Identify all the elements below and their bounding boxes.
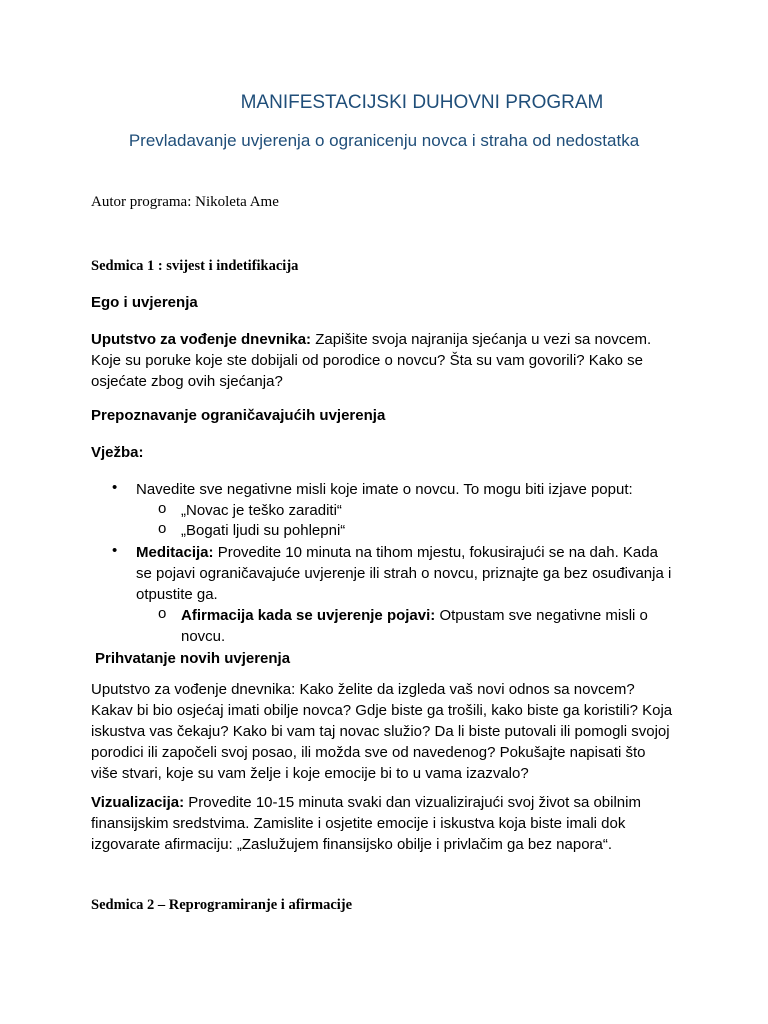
journal2-line-1: Uputstvo za vođenje dnevnika: Kako želite da izgleda vaš novi odnos sa novcem? [91, 681, 635, 698]
journal1-text-1: Zapišite svoja najranija sjećanja u vezi sa novcem. [311, 331, 652, 348]
week2-heading: Sedmica 2 – Reprogramiranje i afirmacije [91, 897, 353, 913]
bullet-marker: • [112, 479, 118, 496]
sub-bullet-marker: o [158, 500, 167, 517]
bullet2-paragraph [136, 542, 696, 605]
document-title: MANIFESTACIJSKI DUHOVNI PROGRAM [240, 92, 604, 113]
visualization-paragraph [91, 792, 691, 855]
bullet2-line-2: se pojavi ograničavajuće uvjerenje ili strah o novcu, priznajte ga bez osuđivanja i [136, 565, 672, 582]
journal1-line-2: Koje su poruke koje ste dobijali od porodice o novcu? Šta su vam govorili? Kako se [91, 352, 643, 369]
journal2-line-3: iskustva vas čekaju? Kako bi vam taj novac služio? Da li biste putovali ili pomogli svojoj [91, 723, 670, 740]
visualization-label: Vizualizacija: [91, 794, 185, 811]
visualization-line-2: finansijskim sredstvima. Zamislite i osjetite emocije i iskustva koja biste imali dok [91, 815, 626, 832]
journal1-paragraph [91, 329, 691, 392]
journal2-line-2: Kakav bi bio osjećaj imati obilje novca? Gdje biste ga trošili, kako biste ga koristili? Koja [91, 702, 673, 719]
document-subtitle: Prevladavanje uvjerenja o ogranicenju novca i straha od nedostatka [128, 131, 640, 150]
bullet1-text: Navedite sve negativne misli koje imate o novcu. To mogu biti izjave poput: [136, 481, 633, 498]
bullet2-line-1 [136, 542, 696, 563]
journal2-line-4: porodici ili započeli svoj posao, ili možda sve od navedenog? Pokušajte napisati što [91, 744, 646, 761]
bullet2-label: Meditacija: [136, 544, 214, 561]
affirmation-text-1: Otpustam sve negativne misli o [435, 607, 648, 624]
week1-heading: Sedmica 1 : svijest i indetifikacija [91, 258, 299, 274]
accept-heading: Prihvatanje novih uvjerenja [95, 650, 291, 667]
visualization-text-1: Provedite 10-15 minuta svaki dan vizualizirajući svoj život sa obilnim [184, 794, 641, 811]
journal1-label: Uputstvo za vođenje dnevnika: [91, 331, 312, 348]
visualization-line-1 [91, 792, 691, 813]
bullet1-sub-2: „Bogati ljudi su pohlepni“ [181, 522, 346, 539]
author-line: Autor programa: Nikoleta Ame [91, 194, 279, 210]
journal2-paragraph [91, 679, 691, 784]
bullet2-line-3: otpustite ga. [136, 586, 218, 603]
bullet2-sub-line-1 [181, 605, 681, 626]
bullet-marker: • [112, 542, 118, 559]
sub-bullet-marker: o [158, 520, 167, 537]
ego-heading: Ego i uvjerenja [91, 294, 198, 311]
sub-bullet-marker: o [158, 605, 167, 622]
bullet2-sub-line-2: novcu. [181, 628, 226, 645]
affirmation-label: Afirmacija kada se uvjerenje pojavi: [181, 607, 436, 624]
visualization-line-3: izgovarate afirmaciju: „Zaslužujem finansijsko obilje i privlačim ga bez napora“. [91, 836, 613, 853]
bullet1-sub-1: „Novac je teško zaraditi“ [181, 502, 342, 519]
exercise-heading: Vježba: [91, 444, 144, 461]
journal1-line-1 [91, 329, 691, 350]
journal2-line-5: više stvari, koje su vam želje i koje emocije bi to u vama izazvalo? [91, 765, 529, 782]
bullet2-sub-paragraph [181, 605, 681, 647]
journal1-line-3: osjećate zbog ovih sjećanja? [91, 373, 283, 390]
limiting-heading: Prepoznavanje ograničavajućih uvjerenja [91, 407, 386, 424]
bullet2-text-1: Provedite 10 minuta na tihom mjestu, fokusirajući se na dah. Kada [213, 544, 658, 561]
